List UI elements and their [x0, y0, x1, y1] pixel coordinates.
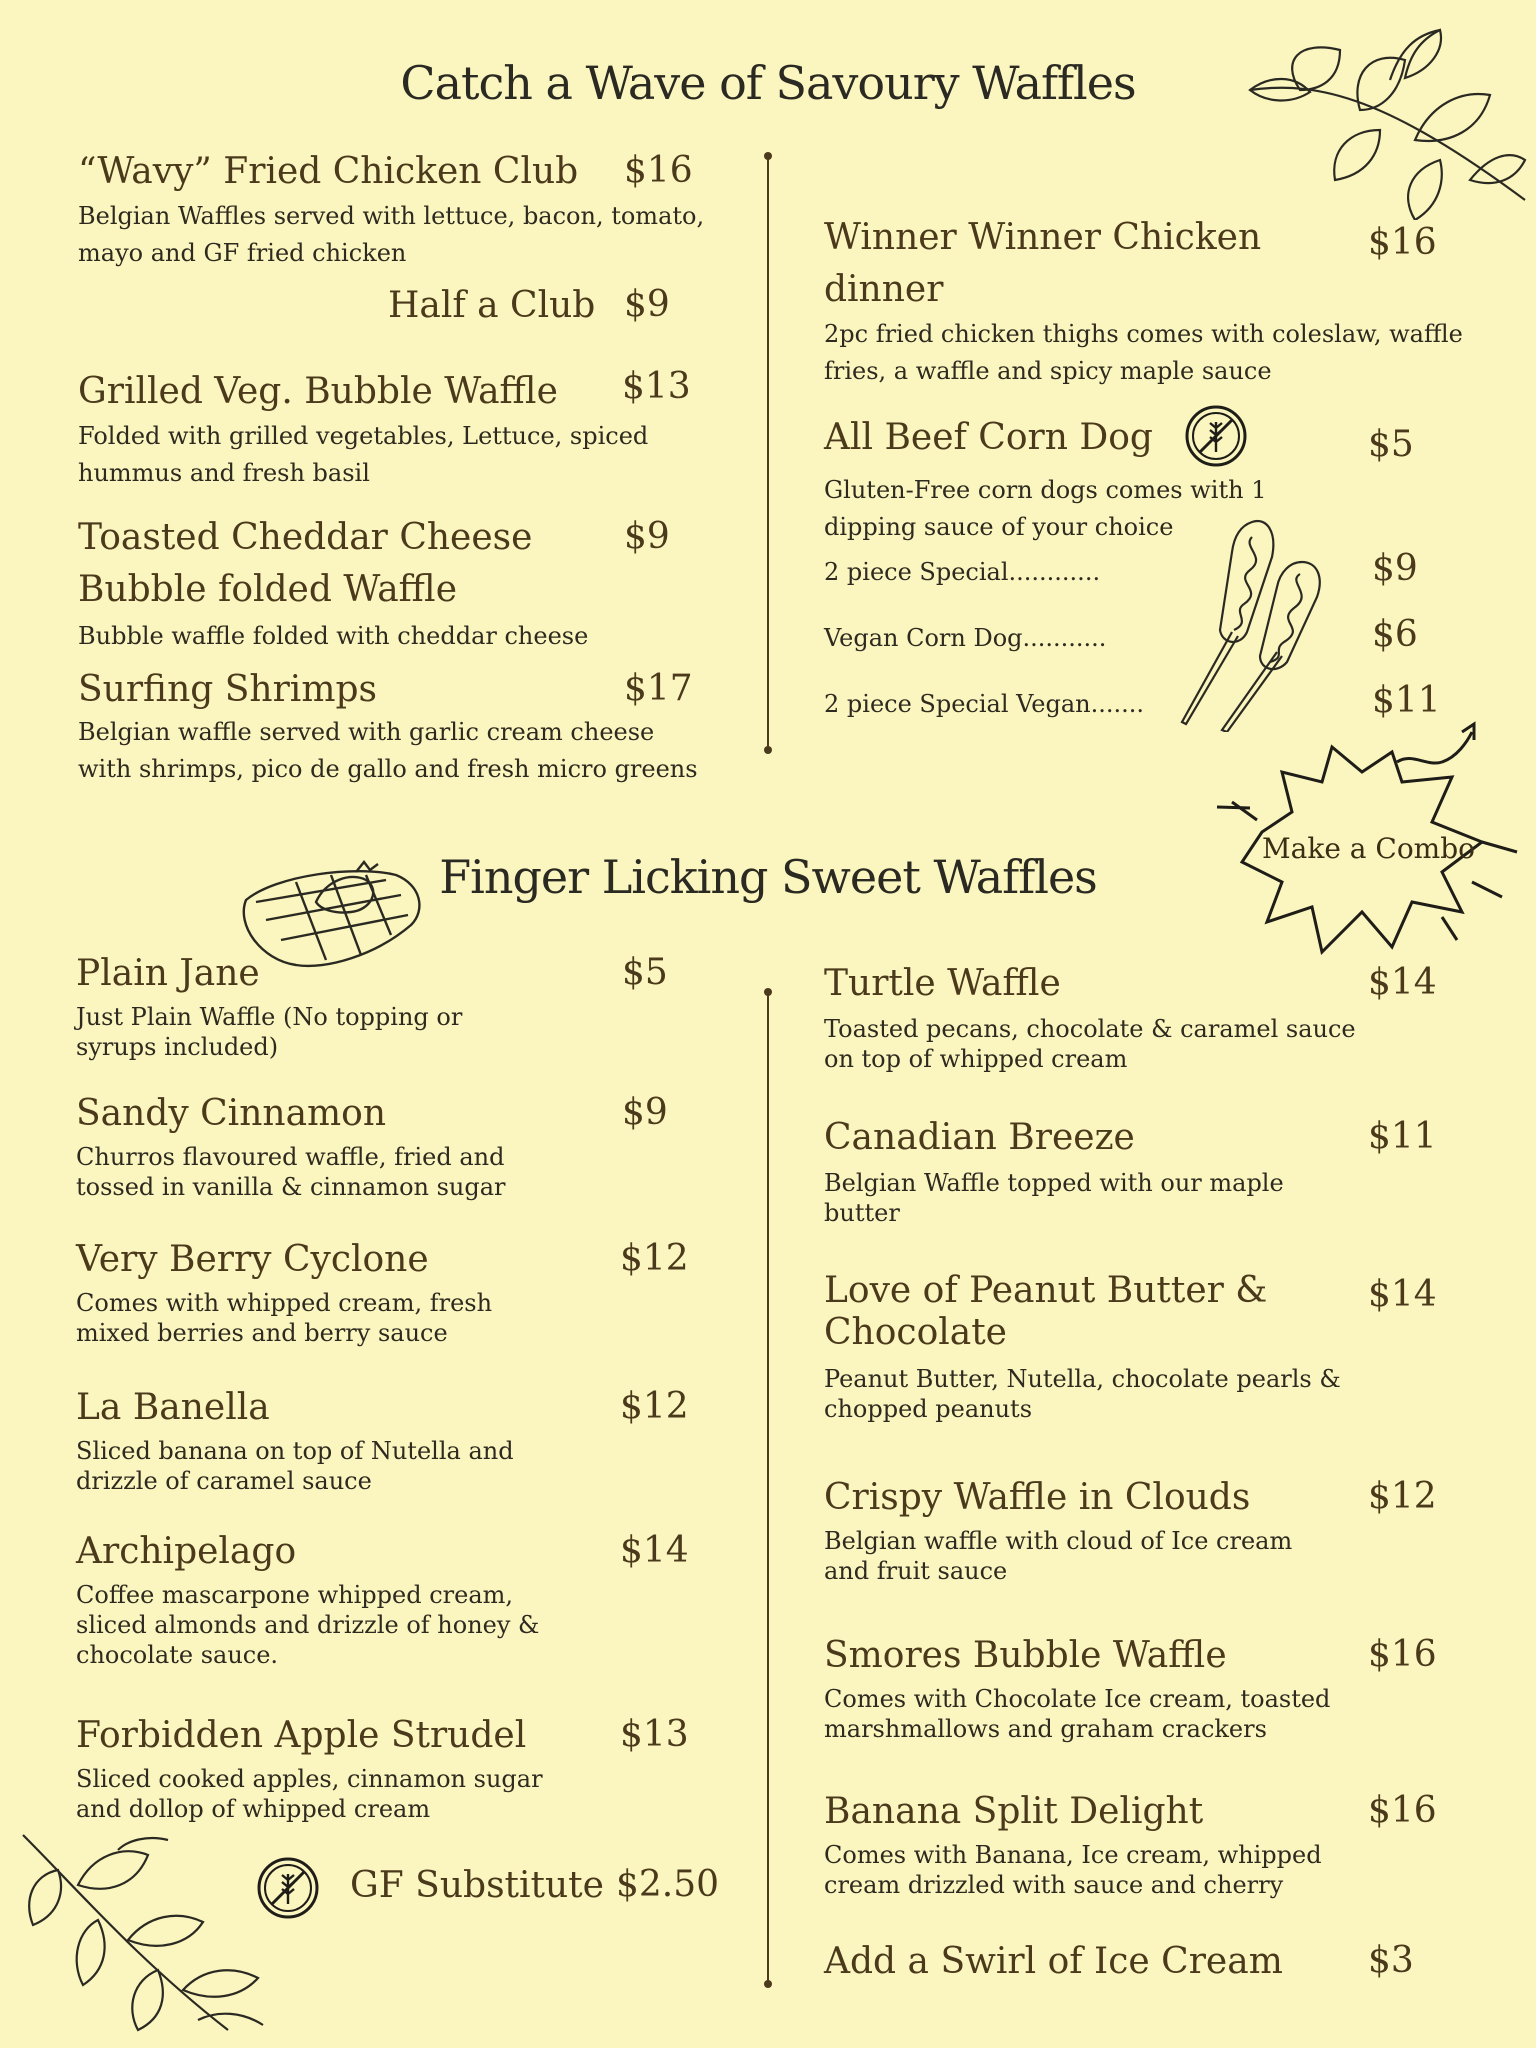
item-name: Canadian Breeze — [824, 1117, 1135, 1158]
item-description: Gluten-Free corn dogs comes with 1 dipping sauce of your choice — [824, 476, 1267, 541]
item-price: $14 — [1368, 962, 1437, 1003]
item-description: Peanut Butter, Nutella, chocolate pearls & chopped peanuts — [824, 1365, 1341, 1423]
item-description: Bubble waffle folded with cheddar cheese — [78, 622, 589, 650]
item-price: $12 — [620, 1238, 689, 1279]
combo-label: Make a Combo — [1262, 832, 1476, 865]
item-name: Banana Split Delight — [824, 1791, 1204, 1832]
item-name: Sandy Cinnamon — [76, 1093, 387, 1134]
item-description: Sliced banana on top of Nutella and drizzle of caramel sauce — [76, 1437, 514, 1495]
column-divider — [767, 156, 769, 750]
special-price: $9 — [1372, 548, 1418, 589]
item-description: Belgian Waffle topped with our maple butter — [824, 1169, 1284, 1227]
savoury-section-title: Catch a Wave of Savoury Waffles — [400, 56, 1136, 110]
item-price: $9 — [624, 516, 670, 557]
item-name: Very Berry Cyclone — [76, 1239, 429, 1280]
item-description: Comes with Chocolate Ice cream, toasted marshmallows and graham crackers — [824, 1685, 1331, 1743]
sweet-section-title: Finger Licking Sweet Waffles — [439, 850, 1097, 904]
item-price: $14 — [620, 1530, 689, 1571]
item-name: Toasted Cheddar Cheese Bubble folded Waffle — [78, 517, 533, 610]
item-price: $13 — [622, 366, 691, 407]
item-price: $13 — [620, 1714, 689, 1755]
item-description: Churros flavoured waffle, fried and tossed in vanilla & cinnamon sugar — [76, 1143, 506, 1201]
corn-dog-icon — [1172, 512, 1332, 732]
special-label: Vegan Corn Dog........... — [824, 624, 1107, 652]
item-name: Forbidden Apple Strudel — [76, 1715, 527, 1756]
item-name: Smores Bubble Waffle — [824, 1635, 1227, 1676]
item-name: All Beef Corn Dog — [824, 417, 1153, 458]
gluten-free-icon — [1184, 404, 1248, 468]
item-description: Comes with whipped cream, fresh mixed berries and berry sauce — [76, 1289, 493, 1347]
item-description: Folded with grilled vegetables, Lettuce, spiced hummus and fresh basil — [78, 422, 649, 487]
item-name: Love of Peanut Butter & Chocolate — [824, 1270, 1268, 1353]
item-price: $16 — [1368, 1790, 1437, 1831]
item-description: Comes with Banana, Ice cream, whipped cream drizzled with sauce and cherry — [824, 1841, 1322, 1899]
item-price: $9 — [622, 1092, 668, 1133]
item-name: Add a Swirl of Ice Cream — [824, 1941, 1283, 1982]
special-price: $6 — [1372, 614, 1418, 655]
gluten-free-icon — [256, 1856, 320, 1920]
gf-substitute-label: GF Substitute — [350, 1865, 604, 1906]
item-name: Turtle Waffle — [824, 963, 1061, 1004]
item-price: $12 — [1368, 1476, 1437, 1517]
item-description: Belgian waffle with cloud of Ice cream and fruit sauce — [824, 1527, 1293, 1585]
item-price: $14 — [1368, 1274, 1437, 1315]
item-name: Archipelago — [76, 1531, 297, 1572]
item-price: $16 — [624, 150, 693, 191]
item-name: La Banella — [76, 1387, 270, 1428]
item-description: Belgian waffle served with garlic cream cheese with shrimps, pico de gallo and fresh micro greens — [78, 718, 698, 783]
item-price: $11 — [1368, 1116, 1437, 1157]
column-divider — [767, 992, 769, 1984]
item-price: $5 — [1368, 424, 1414, 465]
item-price: $16 — [1368, 1634, 1437, 1675]
item-name: Surfing Shrimps — [78, 669, 377, 710]
item-description: Toasted pecans, chocolate & caramel sauce on top of whipped cream — [824, 1015, 1356, 1073]
item-description: Just Plain Waffle (No topping or syrups included) — [76, 1003, 463, 1061]
item-description: Belgian Waffles served with lettuce, bacon, tomato, mayo and GF fried chicken — [78, 202, 705, 267]
item-price: $16 — [1368, 222, 1437, 263]
leaf-branch-icon — [1240, 20, 1530, 220]
item-price: $12 — [620, 1386, 689, 1427]
item-description: Sliced cooked apples, cinnamon sugar and dollop of whipped cream — [76, 1765, 543, 1823]
item-description: 2pc fried chicken thighs comes with coleslaw, waffle fries, a waffle and spicy maple sauce — [824, 320, 1463, 385]
item-name: Winner Winner Chicken dinner — [824, 217, 1262, 310]
special-price: $11 — [1372, 680, 1441, 721]
gf-substitute-price: $2.50 — [616, 1864, 720, 1905]
item-name: Half a Club — [388, 285, 596, 326]
item-name: Grilled Veg. Bubble Waffle — [78, 371, 558, 412]
item-price: $9 — [624, 284, 670, 325]
special-label: 2 piece Special............ — [824, 558, 1101, 586]
item-price: $5 — [622, 952, 668, 993]
item-price: $17 — [624, 668, 693, 709]
item-description: Coffee mascarpone whipped cream, sliced almonds and drizzle of honey & chocolate sauce. — [76, 1581, 540, 1669]
item-name: Crispy Waffle in Clouds — [824, 1477, 1251, 1518]
special-label: 2 piece Special Vegan....... — [824, 690, 1145, 718]
item-name: “Wavy” Fried Chicken Club — [78, 151, 579, 192]
item-name: Plain Jane — [76, 953, 260, 994]
item-price: $3 — [1368, 1940, 1414, 1981]
